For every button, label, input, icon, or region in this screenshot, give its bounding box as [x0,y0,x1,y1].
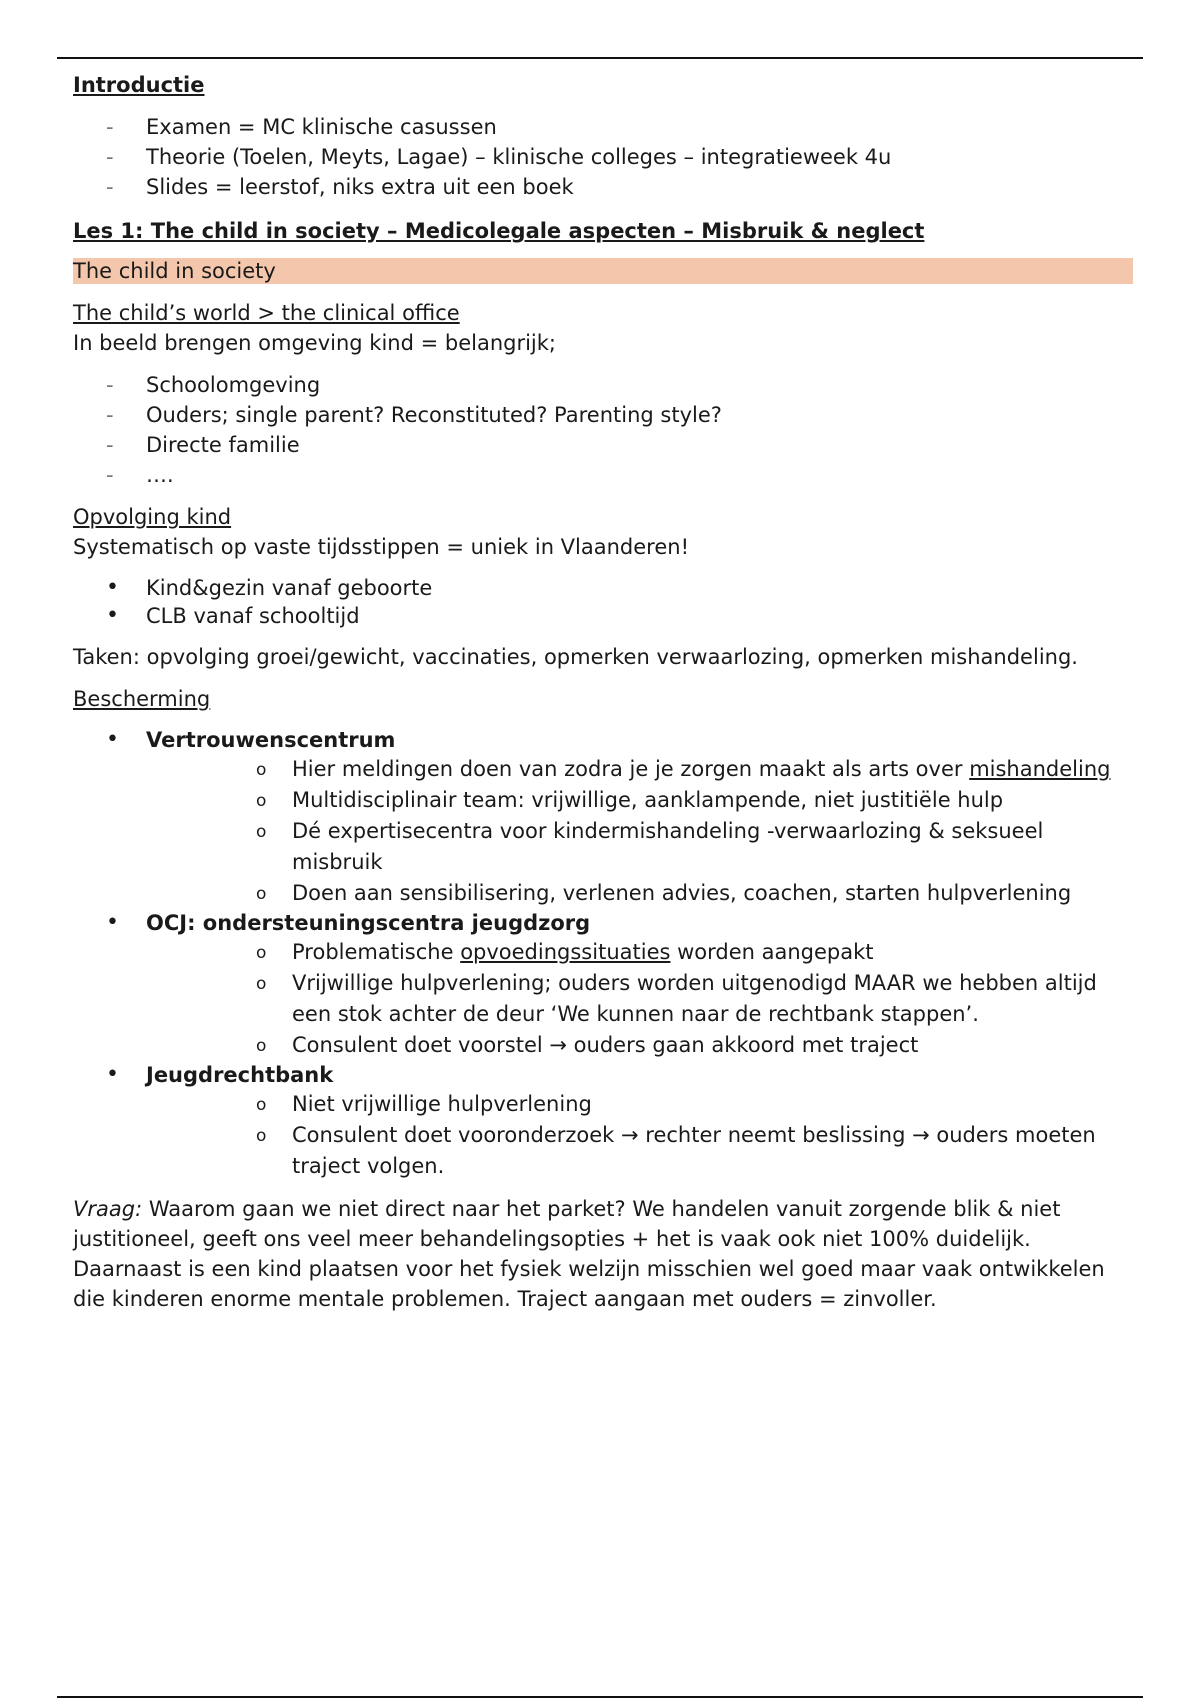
protection-heading: Bescherming [73,687,211,711]
question-label: Vraag: [73,1197,143,1221]
sub-item: o Multidisciplinair team: vrijwillige, aanklampende, niet justitiële hulp [146,785,1133,816]
sub-item: o Consulent doet voorstel → ouders gaan akkoord met traject [146,1030,1133,1061]
bullet-marker: • [106,910,119,935]
protection-list [73,726,1133,1182]
list-item-vertrouwenscentrum [73,726,1133,909]
circle-marker: o [256,1126,267,1146]
world-intro: In beeld brengen omgeving kind = belangrijk; [73,331,556,355]
followup-list [73,574,1133,630]
dash-marker: - [106,433,114,457]
dash-marker: - [106,145,114,169]
ocj-sublist [146,937,1133,1061]
list-item: - Schoolomgeving [73,370,1133,400]
sub-item: o Vrijwillige hulpverlening; ouders worden uitgenodigd MAAR we hebben altijd een stok achter de deur ‘We kunnen naar de rechtbank stappen’. [256,971,1097,1026]
vk-sublist [146,754,1133,909]
bullet-marker: • [106,603,119,628]
list-item: - Theorie (Toelen, Meyts, Lagae) – klinische colleges – integratieweek 4u [73,142,1133,172]
followup-heading: Opvolging kind [73,505,232,529]
sub-item: o Consulent doet vooronderzoek → rechter neemt beslissing → ouders moeten traject volgen. [256,1123,1096,1178]
circle-marker: o [256,791,267,811]
circle-marker: o [256,1095,267,1115]
dash-marker: - [106,373,114,397]
section-band: The child in society [73,258,1133,284]
top-rule [57,57,1143,59]
ocj-title: OCJ: ondersteuningscentra jeugdzorg [146,911,591,935]
sub-item: o Niet vrijwillige hulpverlening [146,1089,1133,1120]
document-page [73,70,1133,1314]
list-item: - Slides = leerstof, niks extra uit een boek [73,172,1133,202]
bullet-marker: • [106,727,119,752]
sub-item: o Problematische opvoedingssituaties worden aangepakt [146,937,1133,968]
jrb-title: Jeugdrechtbank [146,1063,334,1087]
sub-item: o Doen aan sensibilisering, verlenen advies, coachen, starten hulpverlening [146,878,1133,909]
intro-heading: Introductie [73,73,205,97]
dash-marker: - [106,463,114,487]
list-item-jeugdrechtbank [73,1061,1133,1182]
followup-intro: Systematisch op vaste tijdsstippen = uniek in Vlaanderen! [73,535,690,559]
circle-marker: o [256,1036,267,1056]
sub-item: o Hier meldingen doen van zodra je je zorgen maakt als arts over mishandeling [146,754,1133,785]
question-paragraph [73,1194,1133,1314]
bullet-marker: • [106,575,119,600]
dash-marker: - [106,175,114,199]
vk-title: Vertrouwenscentrum [146,728,396,752]
question-text: Waarom gaan we niet direct naar het parket? We handelen vanuit zorgende blik & niet justitioneel, geeft ons veel meer behandelingsopties + het is vaak ook niet 100% duidelijk. Daarnaast is een kind plaatsen voor het fysiek welzijn misschien wel goed maar vaak ontwikkelen die kinderen enorme mentale problemen. Traject aangaan met ouders = zinvoller. [73,1197,1105,1311]
sub-item: o Dé expertisecentra voor kindermishandeling -verwaarlozing & seksueel misbruik [256,819,1044,874]
lesson-heading: Les 1: The child in society – Medicolegale aspecten – Misbruik & neglect [73,219,925,243]
list-item-ocj [73,909,1133,1061]
dash-marker: - [106,115,114,139]
list-item: - …. [73,460,1133,490]
jrb-sublist [146,1089,1133,1182]
dash-marker: - [106,403,114,427]
bottom-rule [57,1696,1143,1698]
list-item: • CLB vanaf schooltijd [106,603,360,628]
intro-list [73,112,1133,202]
world-list [73,370,1133,490]
list-item: - Examen = MC klinische casussen [73,112,1133,142]
circle-marker: o [256,943,267,963]
circle-marker: o [256,974,267,994]
list-item: - Ouders; single parent? Reconstituted? Parenting style? [73,400,1133,430]
list-item: • Kind&gezin vanaf geboorte [106,575,433,600]
circle-marker: o [256,822,267,842]
circle-marker: o [256,760,267,780]
world-heading: The child’s world > the clinical office [73,301,460,325]
bullet-marker: • [106,1062,119,1087]
followup-tasks: Taken: opvolging groei/gewicht, vaccinaties, opmerken verwaarlozing, opmerken mishandeling. [73,645,1078,669]
list-item: - Directe familie [73,430,1133,460]
circle-marker: o [256,884,267,904]
